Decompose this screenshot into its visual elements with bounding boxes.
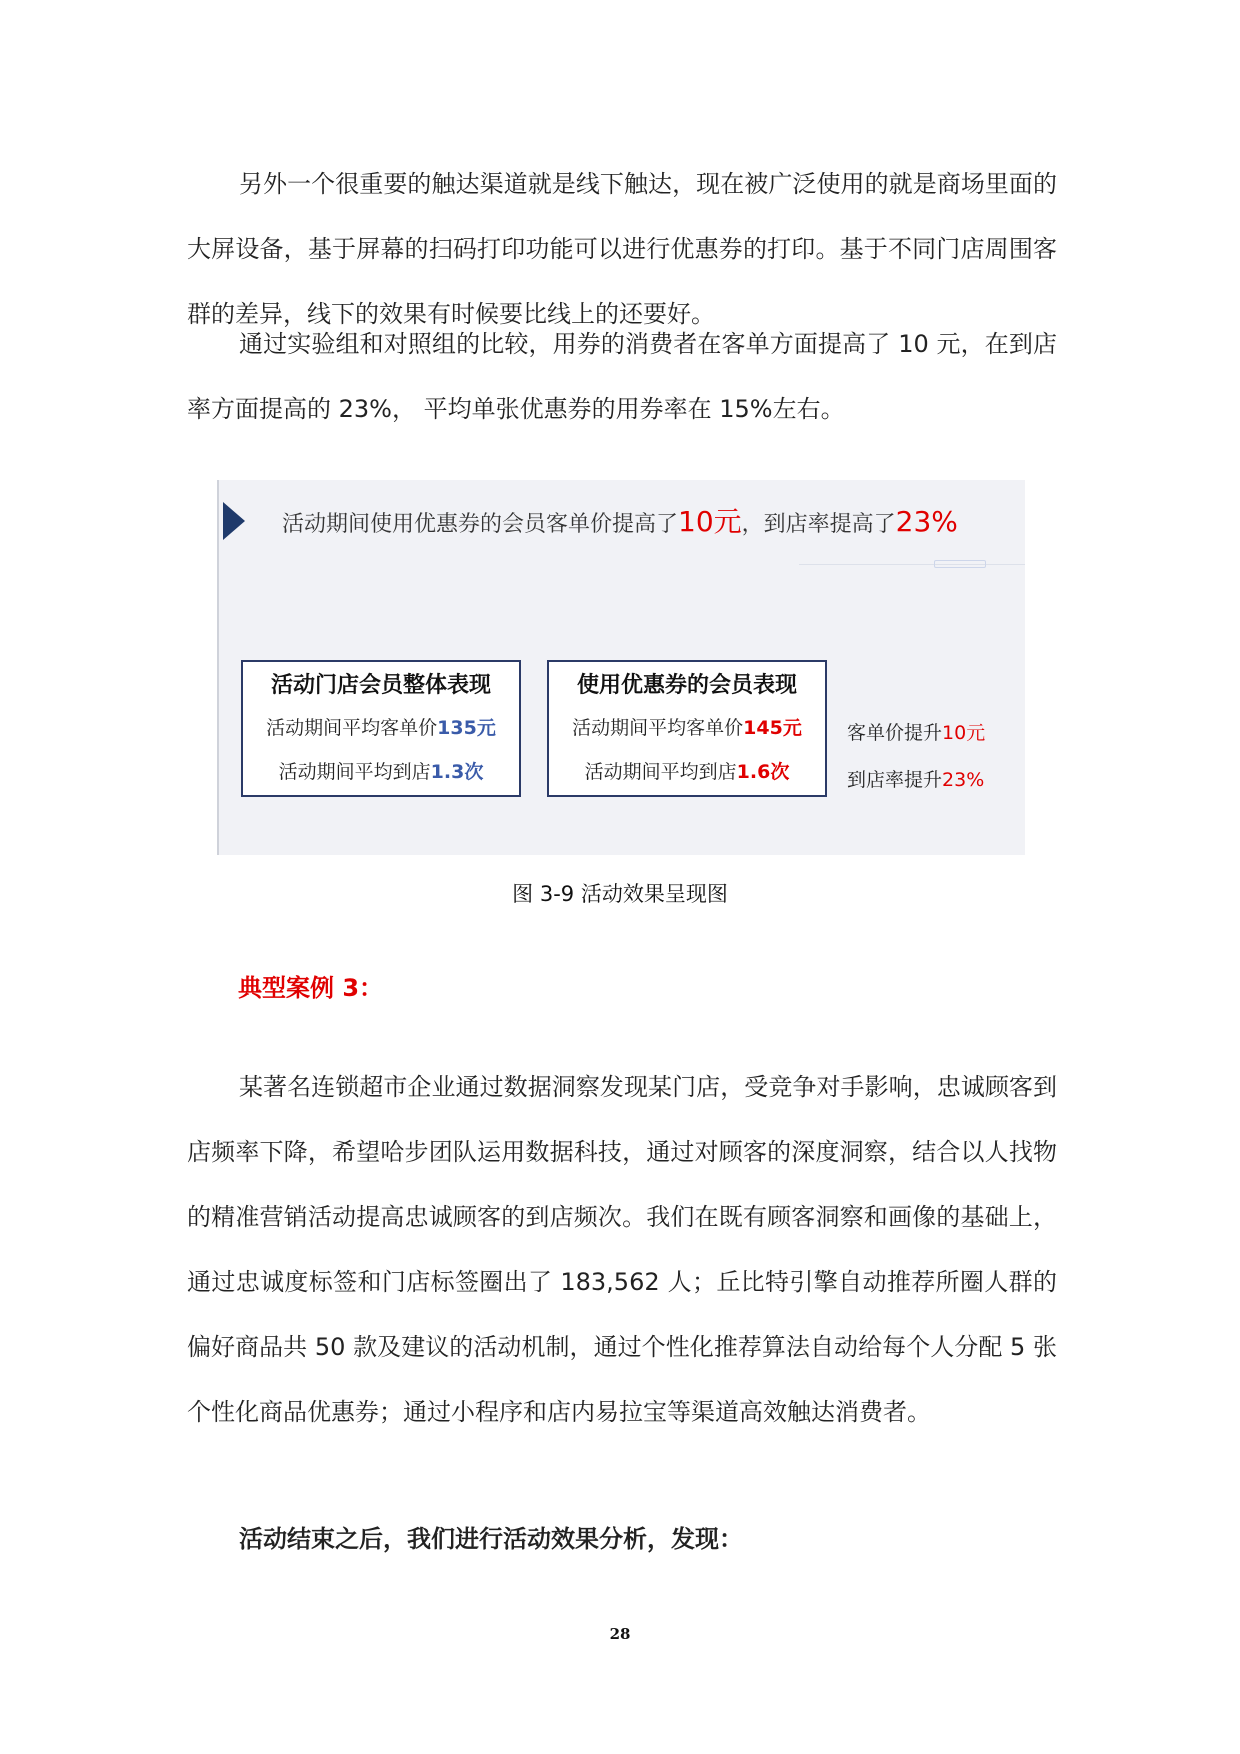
headline-value-rate: 23% [895,505,958,538]
box-line-price: 活动期间平均客单价145元 [572,717,802,739]
paragraph-case-description: 某著名连锁超市企业通过数据洞察发现某门店，受竞争对手影响，忠诚顾客到店频率下降，希望哈步团队运用数据科技，通过对顾客的深度洞察，结合以人找物的精准营销活动提高忠诚顾客的到店频次。我们在既有顾客洞察和画像的基础上，通过忠诚度标签和门店标签圈出了 183,562 人；丘比特引擎自动推荐所圈人群的偏好商品共 50 款及建议的活动机制，通过个性化推荐算法自动给每个人分配 5 张个性化商品优惠券；通过小程序和店内易拉宝等渠道高效触达消费者。 [187,1073,1057,1426]
decorative-bar [934,560,986,568]
divider-line [799,564,1025,565]
paragraph-offline-channel: 另外一个很重要的触达渠道就是线下触达，现在被广泛使用的就是商场里面的大屏设备，基于屏幕的扫码打印功能可以进行优惠券的打印。基于不同门店周围客群的差异，线下的效果有时候要比线上的还要好。 [187,170,1057,328]
value-145: 145元 [743,717,802,739]
box-line-price: 活动期间平均客单价135元 [266,717,496,739]
side-note-price-lift: 客单价提升10元 [847,722,986,744]
box-title: 使用优惠券的会员表现 [576,673,797,698]
box-line-visits: 活动期间平均到店1.3次 [278,761,484,783]
page-number: 28 [609,1625,631,1643]
value-1-6: 1.6次 [736,761,790,783]
coupon-member-box [547,660,827,797]
value-1-3: 1.3次 [430,761,484,783]
value-135: 135元 [437,717,496,739]
paragraph-analysis-lead: 活动结束之后，我们进行活动效果分析，发现： [239,1525,743,1553]
case-title: 典型案例 3： [238,974,384,1002]
headline-prefix: 活动期间使用优惠券的会员客单价提高了 [282,512,679,537]
box-title: 活动门店会员整体表现 [270,673,491,698]
figure-caption: 图 3-9 活动效果呈现图 [512,882,728,906]
overall-member-box [241,660,521,797]
headline-mid: ，到店率提高了 [741,512,896,537]
side-note-rate-lift: 到店率提升23% [847,769,985,791]
activity-effect-figure [217,480,1025,855]
headline-value-price: 10元 [678,505,742,538]
paragraph-experiment-result: 通过实验组和对照组的比较，用券的消费者在客单方面提高了 10 元，在到店率方面提高的 23%， 平均单张优惠券的用券率在 15%左右。 [187,330,1057,423]
triangle-marker-icon [223,502,245,540]
box-line-visits: 活动期间平均到店1.6次 [584,761,790,783]
figure-headline [282,500,958,540]
